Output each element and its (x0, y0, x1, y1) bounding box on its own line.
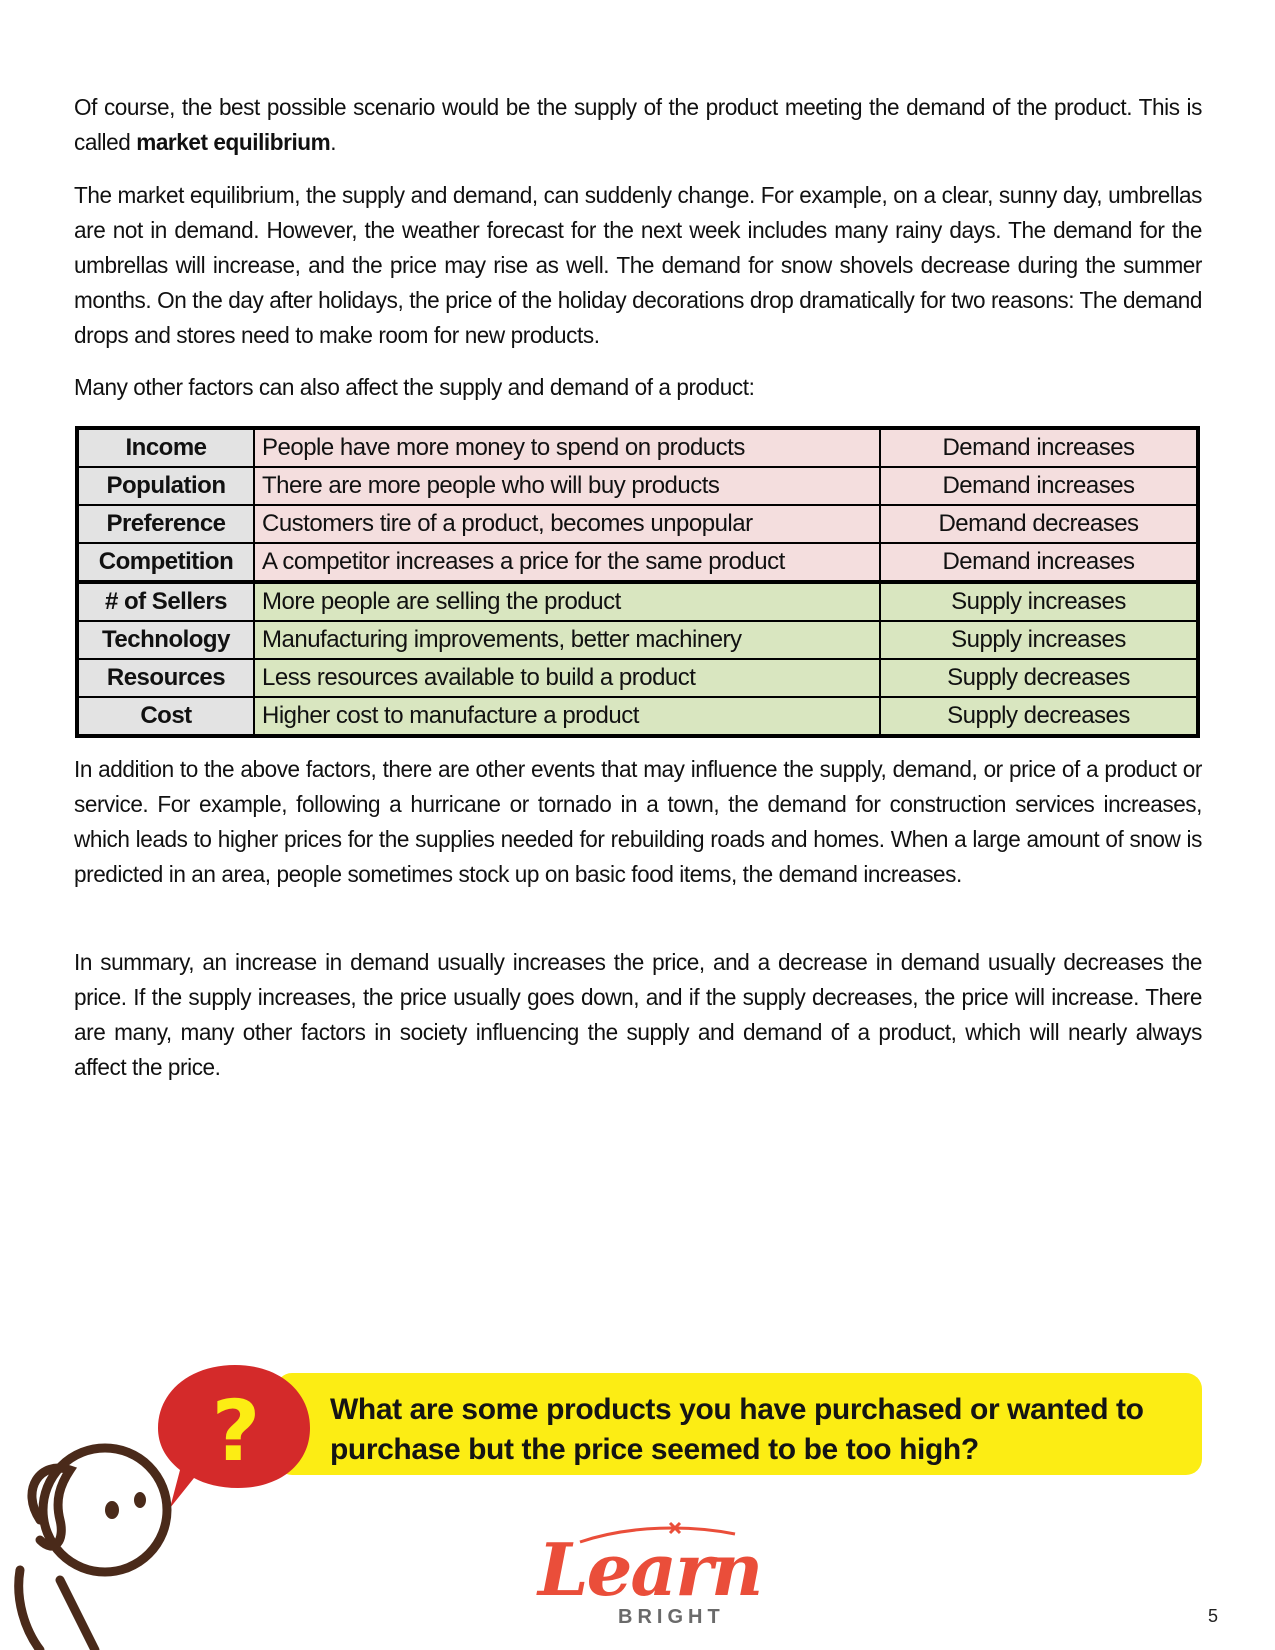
factor-cell: Preference (77, 505, 254, 543)
factors-table (75, 426, 1200, 738)
factor-cell: Cost (77, 697, 254, 736)
p1-end: . (330, 129, 337, 155)
factor-cell: Income (77, 428, 254, 467)
factor-cell: Resources (77, 659, 254, 697)
description-cell: There are more people who will buy products (254, 467, 880, 505)
description-cell: More people are selling the product (254, 582, 880, 621)
p1-text: Of course, the best possible scenario would be the supply of the product meeting the demand of the product. This is called (74, 94, 1202, 155)
description-cell: Higher cost to manufacture a product (254, 697, 880, 736)
factor-cell: # of Sellers (77, 582, 254, 621)
paragraph-table-intro: Many other factors can also affect the supply and demand of a product: (74, 374, 755, 400)
factor-cell: Population (77, 467, 254, 505)
paragraph-changes: The market equilibrium, the supply and demand, can suddenly change. For example, on a clear, sunny day, umbrellas are not in demand. However, the weather forecast for the next week includes many rainy days. The demand for the umbrellas will increase, and the price may rise as well. The demand for snow shovels decrease during the summer months. On the day after holidays, the price of the holiday decorations drop dramatically for two reasons: The demand drops and stores need to make room for new products. (74, 182, 1202, 348)
effect-cell: Demand increases (880, 543, 1198, 582)
effect-cell: Supply increases (880, 621, 1198, 659)
effect-cell: Supply decreases (880, 697, 1198, 736)
effect-cell: Demand increases (880, 467, 1198, 505)
table-row (77, 621, 1198, 659)
question-mark: ? (211, 1382, 261, 1480)
question-text: What are some products you have purchased or wanted to purchase but the price seemed to be too high? (330, 1393, 1144, 1466)
logo-subword: BRIGHT (618, 1606, 725, 1628)
effect-cell: Supply increases (880, 582, 1198, 621)
effect-cell: Supply decreases (880, 659, 1198, 697)
paragraph-summary: In summary, an increase in demand usually increases the price, and a decrease in demand usually decreases the price. If the supply increases, the price usually goes down, and if the supply decreases, the price will increase. There are many, many other factors in society influencing the supply and demand of a product, which will nearly always affect the price. (74, 949, 1202, 1080)
paragraph-other-events: In addition to the above factors, there are other events that may influence the supply, demand, or price of a product or service. For example, following a hurricane or tornado in a town, the demand for construction services increases, which leads to higher prices for the supplies needed for rebuilding roads and homes. When a large amount of snow is predicted in an area, people sometimes stock up on basic food items, the demand increases. (74, 756, 1202, 887)
table-row (77, 582, 1198, 621)
description-cell: Manufacturing improvements, better machinery (254, 621, 880, 659)
factor-cell: Technology (77, 621, 254, 659)
table-row (77, 467, 1198, 505)
table-row (77, 505, 1198, 543)
p1-bold-term: market equilibrium (136, 129, 331, 155)
table-row (77, 659, 1198, 697)
description-cell: People have more money to spend on products (254, 428, 880, 467)
thinking-person-icon (0, 1430, 180, 1650)
description-cell: Less resources available to build a product (254, 659, 880, 697)
description-cell: Customers tire of a product, becomes unpopular (254, 505, 880, 543)
table-row (77, 428, 1198, 467)
effect-cell: Demand increases (880, 428, 1198, 467)
logo-word: Learn (538, 1527, 762, 1612)
table-row (77, 697, 1198, 736)
description-cell: A competitor increases a price for the same product (254, 543, 880, 582)
factor-cell: Competition (77, 543, 254, 582)
table-row (77, 543, 1198, 582)
page-number: 5 (1208, 1606, 1219, 1626)
paragraph-market-equilibrium (74, 90, 1202, 160)
effect-cell: Demand decreases (880, 505, 1198, 543)
